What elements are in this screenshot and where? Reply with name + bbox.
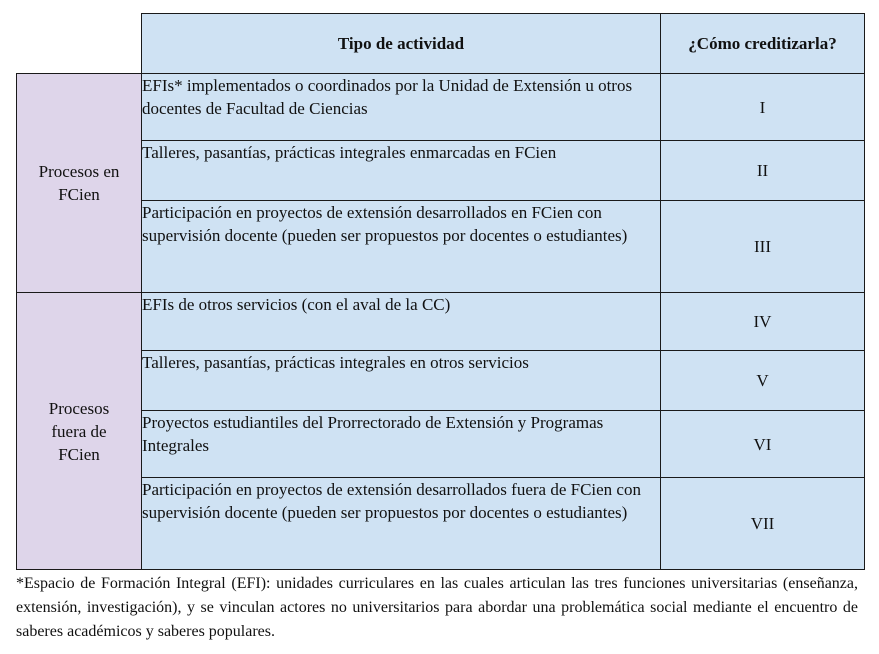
activity-cell: Talleres, pasantías, prácticas integrales enmarcadas en FCien <box>142 141 661 201</box>
group-cell-outside-fcien <box>17 293 142 570</box>
table-row <box>17 293 865 351</box>
activity-cell: Talleres, pasantías, prácticas integrales en otros servicios <box>142 351 661 411</box>
header-how-to-credit: ¿Cómo creditizarla? <box>661 14 865 74</box>
credit-cell: III <box>661 201 865 293</box>
table-row <box>17 201 865 293</box>
table-row <box>17 478 865 570</box>
activity-cell: EFIs de otros servicios (con el aval de la CC) <box>142 293 661 351</box>
group-label: Procesos fuera de FCien <box>48 398 110 464</box>
table-row <box>17 411 865 478</box>
credit-cell: II <box>661 141 865 201</box>
table-row <box>17 74 865 141</box>
table-row <box>17 351 865 411</box>
credit-cell: VI <box>661 411 865 478</box>
activity-cell: Proyectos estudiantiles del Prorrectorado de Extensión y Programas Integrales <box>142 411 661 478</box>
activity-cell: Participación en proyectos de extensión desarrollados en FCien con supervisión docente (pueden ser propuestos por docentes o estudiantes) <box>142 201 661 293</box>
group-cell-fcien <box>17 74 142 293</box>
footnote: *Espacio de Formación Integral (EFI): unidades curriculares en las cuales articulan las tres funciones universitarias (enseñanza, extensión, investigación), y se vinculan actores no universitarios para abordar una problemática social mediante el encuentro de saberes académicos y saberes populares. <box>16 575 858 640</box>
blank-corner-cell <box>17 14 142 74</box>
credit-cell: V <box>661 351 865 411</box>
header-row <box>17 14 865 74</box>
table-row <box>17 141 865 201</box>
credit-table <box>16 13 865 570</box>
credit-cell: VII <box>661 478 865 570</box>
header-activity-type: Tipo de actividad <box>142 14 661 74</box>
activity-cell: EFIs* implementados o coordinados por la Unidad de Extensión u otros docentes de Facultad de Ciencias <box>142 74 661 141</box>
activity-cell: Participación en proyectos de extensión desarrollados fuera de FCien con supervisión docente (pueden ser propuestos por docentes o estudiantes) <box>142 478 661 570</box>
credit-cell: I <box>661 74 865 141</box>
group-label: Procesos en FCien <box>38 162 120 204</box>
credit-cell: IV <box>661 293 865 351</box>
